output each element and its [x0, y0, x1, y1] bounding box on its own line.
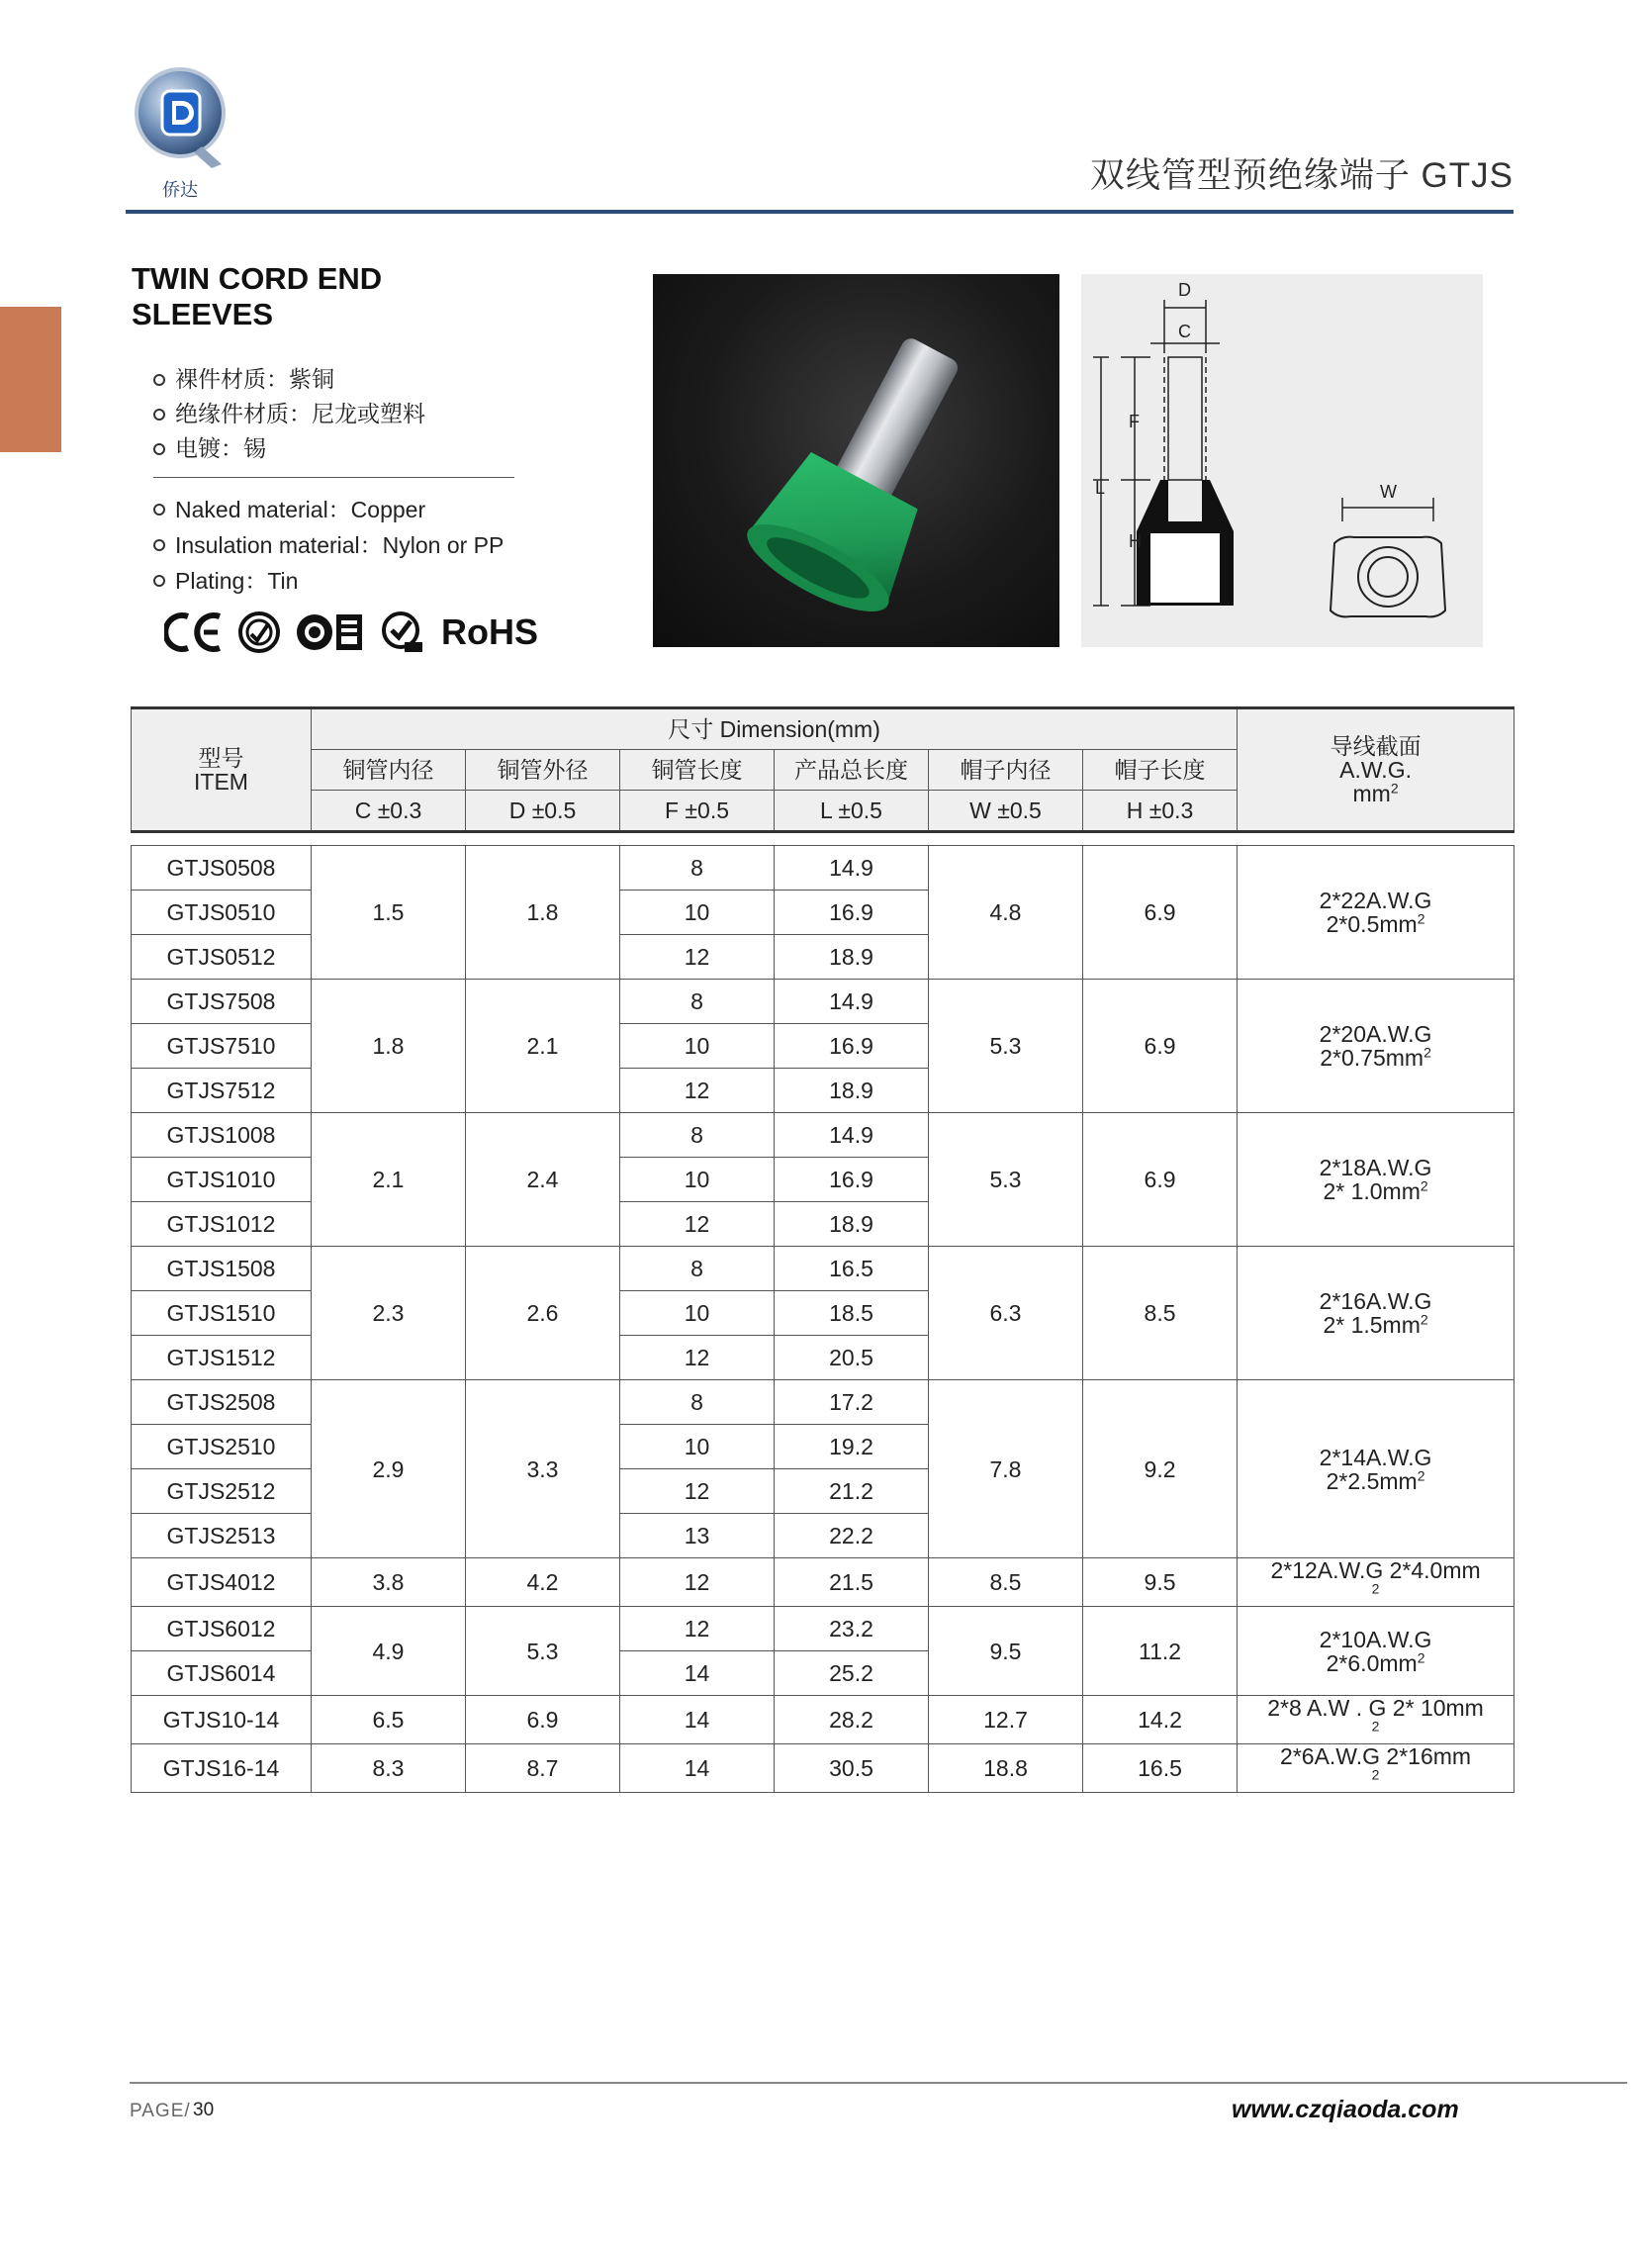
cell-l: 14.9 — [775, 980, 929, 1024]
cell-l: 30.5 — [775, 1744, 929, 1793]
cell-l: 16.9 — [775, 1158, 929, 1202]
awg-line1: 2*10A.W.G — [1319, 1626, 1432, 1652]
cell-f: 10 — [620, 891, 775, 935]
header-dimension: 尺寸 Dimension(mm) — [312, 708, 1238, 750]
header-col-tol: H ±0.3 — [1083, 791, 1238, 832]
cell-w: 8.5 — [929, 1558, 1083, 1607]
cell-item: GTJS1508 — [132, 1247, 312, 1291]
cell-c: 2.3 — [312, 1247, 466, 1380]
cell-w: 5.3 — [929, 1113, 1083, 1247]
table-body — [132, 832, 1514, 1793]
awg-line1: 2*6A.W.G 2*16mm — [1280, 1743, 1472, 1769]
cell-f: 10 — [620, 1158, 775, 1202]
cell-item: GTJS16-14 — [132, 1744, 312, 1793]
cell-l: 21.2 — [775, 1469, 929, 1514]
side-tab-marker — [0, 307, 61, 452]
cell-c: 6.5 — [312, 1696, 466, 1744]
cell-l: 25.2 — [775, 1651, 929, 1696]
awg-line1: 2*22A.W.G — [1319, 888, 1432, 913]
cell-c: 3.8 — [312, 1558, 466, 1607]
cell-h: 14.2 — [1083, 1696, 1238, 1744]
cell-d: 2.6 — [466, 1247, 620, 1380]
awg-line1: 2*8 A.W . G 2* 10mm — [1267, 1695, 1484, 1721]
product-title-line1: TWIN CORD END — [132, 261, 383, 296]
cell-c: 8.3 — [312, 1744, 466, 1793]
header-col-tol: C ±0.3 — [312, 791, 466, 832]
company-logo — [133, 65, 228, 204]
footer-rule — [130, 2082, 1627, 2084]
cell-d: 6.9 — [466, 1696, 620, 1744]
cell-awg — [1238, 980, 1514, 1113]
awg-line1: 2*16A.W.G — [1319, 1288, 1432, 1314]
specification-table — [131, 706, 1514, 1793]
cell-awg: 2*6A.W.G 2*16mm $^2$ — [1238, 1744, 1514, 1793]
cell-f: 14 — [620, 1744, 775, 1793]
table-row — [132, 1607, 1514, 1651]
product-title — [132, 261, 382, 332]
cell-f: 8 — [620, 846, 775, 891]
cell-l: 28.2 — [775, 1696, 929, 1744]
header-col-tol: W ±0.5 — [929, 791, 1083, 832]
spec-item-cn: 电镀：锡 — [132, 431, 527, 466]
cell-h: 9.5 — [1083, 1558, 1238, 1607]
cell-item: GTJS2508 — [132, 1380, 312, 1425]
cell-item: GTJS2510 — [132, 1425, 312, 1469]
certification-row — [164, 608, 538, 657]
cell-awg: 2*12A.W.G 2*4.0mm $^2$ — [1238, 1558, 1514, 1607]
table-row — [132, 1558, 1514, 1607]
cell-f: 8 — [620, 1247, 775, 1291]
cell-l: 18.9 — [775, 1069, 929, 1113]
header-col-cn: 帽子长度 — [1083, 750, 1238, 791]
product-title-line2: SLEEVES — [132, 297, 273, 331]
cell-d: 1.8 — [466, 846, 620, 980]
cell-awg — [1238, 846, 1514, 980]
header-item: 型号 ITEM — [132, 708, 312, 832]
cell-item: GTJS0508 — [132, 846, 312, 891]
cell-h: 16.5 — [1083, 1744, 1238, 1793]
table-row — [132, 1247, 1514, 1291]
table-row — [132, 1380, 1514, 1425]
cell-w: 6.3 — [929, 1247, 1083, 1380]
cell-h: 6.9 — [1083, 980, 1238, 1113]
cell-w: 5.3 — [929, 980, 1083, 1113]
cell-c: 2.1 — [312, 1113, 466, 1247]
table-row — [132, 1696, 1514, 1744]
cell-item: GTJS1010 — [132, 1158, 312, 1202]
spec-item-en: Insulation material：Nylon or PP — [132, 527, 547, 563]
cell-item: GTJS1512 — [132, 1336, 312, 1380]
spec-item-cn: 裸件材质：紫铜 — [132, 362, 527, 397]
cell-l: 19.2 — [775, 1425, 929, 1469]
svg-text:F: F — [1129, 412, 1140, 431]
cell-f: 12 — [620, 1202, 775, 1247]
header-col-tol: L ±0.5 — [775, 791, 929, 832]
cell-l: 16.5 — [775, 1247, 929, 1291]
cell-d: 3.3 — [466, 1380, 620, 1558]
spec-list-chinese — [132, 362, 527, 466]
cell-l: 17.2 — [775, 1380, 929, 1425]
cell-f: 10 — [620, 1425, 775, 1469]
cell-item: GTJS0512 — [132, 935, 312, 980]
awg-line2: 2* $1.5mm^2$ — [1323, 1311, 1428, 1338]
cell-l: 23.2 — [775, 1607, 929, 1651]
spec-item-en: Naked material：Copper — [132, 492, 547, 527]
cell-f: 12 — [620, 1469, 775, 1514]
svg-text:L: L — [1095, 478, 1106, 498]
table-row — [132, 846, 1514, 891]
cell-d: 2.1 — [466, 980, 620, 1113]
cell-item: GTJS10-14 — [132, 1696, 312, 1744]
cell-w: 18.8 — [929, 1744, 1083, 1793]
cell-f: 8 — [620, 1380, 775, 1425]
cell-d: 5.3 — [466, 1607, 620, 1696]
cell-f: 12 — [620, 1558, 775, 1607]
table-row — [132, 1113, 1514, 1158]
cell-h: 6.9 — [1083, 846, 1238, 980]
cell-f: 8 — [620, 980, 775, 1024]
cell-d: 4.2 — [466, 1558, 620, 1607]
cell-item: GTJS7508 — [132, 980, 312, 1024]
awg-line1: 2*20A.W.G — [1319, 1021, 1432, 1047]
cell-item: GTJS4012 — [132, 1558, 312, 1607]
cell-h: 9.2 — [1083, 1380, 1238, 1558]
header-rule — [126, 210, 1514, 214]
cell-l: 14.9 — [775, 1113, 929, 1158]
cell-item: GTJS1012 — [132, 1202, 312, 1247]
spec-list-english — [132, 492, 547, 599]
cell-awg — [1238, 1380, 1514, 1558]
cell-f: 12 — [620, 1607, 775, 1651]
spec-item-en: Plating：Tin — [132, 563, 547, 599]
awg-line2: $2*6.0mm^2$ — [1326, 1648, 1425, 1676]
cell-l: 16.9 — [775, 891, 929, 935]
cell-d: 8.7 — [466, 1744, 620, 1793]
svg-text:H: H — [1129, 531, 1142, 551]
cell-c: 4.9 — [312, 1607, 466, 1696]
cell-item: GTJS6014 — [132, 1651, 312, 1696]
cell-w: 9.5 — [929, 1607, 1083, 1696]
header-col-cn: 产品总长度 — [775, 750, 929, 791]
awg-line2: $2*0.75mm^2$ — [1320, 1044, 1431, 1071]
ul-mark-icon — [295, 610, 364, 654]
cell-item: GTJS6012 — [132, 1607, 312, 1651]
cell-item: GTJS7510 — [132, 1024, 312, 1069]
header-col-cn: 铜管外径 — [466, 750, 620, 791]
cell-awg — [1238, 1113, 1514, 1247]
cell-d: 2.4 — [466, 1113, 620, 1247]
spec-item-cn: 绝缘件材质：尼龙或塑料 — [132, 397, 527, 431]
svg-text:侨达: 侨达 — [162, 180, 198, 201]
website-link[interactable]: www.czqiaoda.com — [1232, 2096, 1459, 2123]
cell-f: 13 — [620, 1514, 775, 1558]
product-photo — [653, 274, 1059, 647]
cell-awg: 2*8 A.W . G 2* 10mm $^2$ — [1238, 1696, 1514, 1744]
cell-f: 14 — [620, 1651, 775, 1696]
dimension-drawing — [1081, 274, 1483, 647]
table-row — [132, 980, 1514, 1024]
cell-w: 4.8 — [929, 846, 1083, 980]
svg-text:D: D — [1178, 280, 1191, 300]
cell-l: 18.9 — [775, 935, 929, 980]
spec-divider — [153, 477, 514, 478]
cell-l: 14.9 — [775, 846, 929, 891]
header-col-cn: 铜管内径 — [312, 750, 466, 791]
awg-line2: 2* $1.0mm^2$ — [1323, 1177, 1428, 1204]
cell-l: 21.5 — [775, 1558, 929, 1607]
page-header-title: 双线管型预绝缘端子 GTJS — [1089, 156, 1514, 195]
ce-mark-icon — [164, 610, 224, 654]
cell-l: 22.2 — [775, 1514, 929, 1558]
cell-c: 1.8 — [312, 980, 466, 1113]
cell-l: 16.9 — [775, 1024, 929, 1069]
cell-h: 8.5 — [1083, 1247, 1238, 1380]
svg-text:W: W — [1380, 482, 1397, 502]
ccc-mark-icon — [237, 610, 281, 654]
cell-f: 14 — [620, 1696, 775, 1744]
awg-line1: 2*18A.W.G — [1319, 1155, 1432, 1180]
awg-line2: $2*0.5mm^2$ — [1326, 910, 1425, 937]
svg-text:C: C — [1178, 322, 1191, 341]
header-col-tol: D ±0.5 — [466, 791, 620, 832]
cell-l: 18.9 — [775, 1202, 929, 1247]
cell-item: GTJS1510 — [132, 1291, 312, 1336]
cell-f: 12 — [620, 1336, 775, 1380]
cell-h: 6.9 — [1083, 1113, 1238, 1247]
cell-c: 1.5 — [312, 846, 466, 980]
cell-c: 2.9 — [312, 1380, 466, 1558]
cell-f: 12 — [620, 935, 775, 980]
page-label: PAGE/ — [130, 2101, 191, 2121]
cell-l: 20.5 — [775, 1336, 929, 1380]
header-awg: 导线截面 A.W.G. $mm^2$ — [1238, 708, 1514, 832]
rohs-mark: RoHS — [441, 611, 538, 652]
cell-l: 18.5 — [775, 1291, 929, 1336]
awg-line2: $2*2.5mm^2$ — [1326, 1466, 1425, 1494]
awg-line1: 2*12A.W.G 2*4.0mm — [1270, 1557, 1481, 1583]
cell-item: GTJS0510 — [132, 891, 312, 935]
header-col-tol: F ±0.5 — [620, 791, 775, 832]
cell-item: GTJS7512 — [132, 1069, 312, 1113]
awg-line1: 2*14A.W.G — [1319, 1444, 1432, 1470]
cell-f: 8 — [620, 1113, 775, 1158]
cell-f: 12 — [620, 1069, 775, 1113]
sgs-mark-icon — [378, 610, 423, 654]
cell-f: 10 — [620, 1024, 775, 1069]
header-col-cn: 铜管长度 — [620, 750, 775, 791]
header-col-cn: 帽子内径 — [929, 750, 1083, 791]
cell-item: GTJS1008 — [132, 1113, 312, 1158]
cell-item: GTJS2513 — [132, 1514, 312, 1558]
cell-h: 11.2 — [1083, 1607, 1238, 1696]
table-row — [132, 1744, 1514, 1793]
page-number: 30 — [193, 2100, 215, 2120]
cell-w: 7.8 — [929, 1380, 1083, 1558]
cell-w: 12.7 — [929, 1696, 1083, 1744]
cell-item: GTJS2512 — [132, 1469, 312, 1514]
cell-f: 10 — [620, 1291, 775, 1336]
cell-awg — [1238, 1607, 1514, 1696]
cell-awg — [1238, 1247, 1514, 1380]
